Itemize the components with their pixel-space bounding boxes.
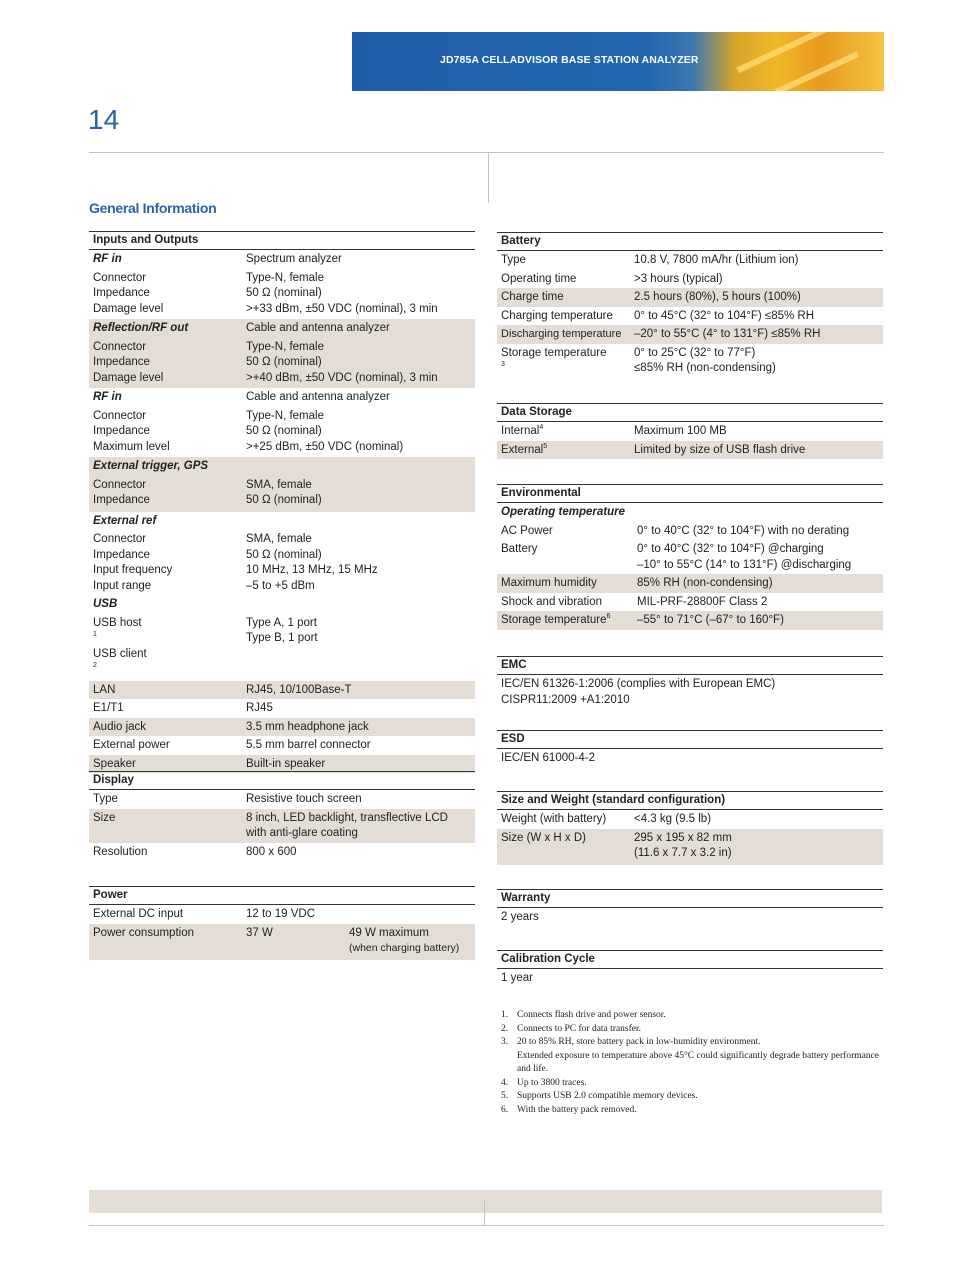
row-label: Connector (93, 533, 147, 545)
size-weight-table (497, 791, 883, 865)
row-value: 2 years (501, 911, 539, 923)
row-value: 49 W maximum (349, 926, 429, 939)
row-value: –10° to 55°C (14° to 131°F) @discharging (637, 558, 852, 571)
row-value: CISPR11:2009 +A1:2010 (501, 693, 630, 706)
banner-title: JD785A CELLADVISOR BASE STATION ANALYZER (440, 54, 699, 66)
row-value: (11.6 x 7.7 x 3.2 in) (634, 847, 732, 859)
table-title: Battery (497, 232, 883, 251)
row-value: >3 hours (typical) (634, 272, 723, 285)
data-storage-table (497, 403, 883, 459)
row-label: Impedance (93, 287, 150, 299)
row-value: 800 x 600 (246, 845, 297, 858)
row-value: 2.5 hours (80%), 5 hours (100%) (634, 291, 801, 303)
table-row (89, 530, 475, 595)
table-row (89, 736, 475, 755)
row-label: Connector (93, 478, 147, 491)
table-title: ESD (497, 730, 883, 749)
table-row (89, 269, 475, 320)
power-table (89, 886, 475, 960)
row-label: USB host (93, 616, 142, 629)
row-value: Resistive touch screen (246, 793, 362, 805)
row-label: Shock and vibration (501, 595, 603, 608)
footnote-text: Connects flash drive and power sensor. (517, 1010, 666, 1020)
table-row (497, 540, 883, 574)
row-value: 0° to 40°C (32° to 104°F) @charging (637, 543, 824, 555)
display-table (89, 771, 475, 861)
inputs-outputs-table (89, 231, 475, 773)
row-value: 50 Ω (nominal) (246, 287, 322, 299)
row-label: Storage temperature (501, 614, 607, 626)
row-label: Resolution (93, 845, 148, 858)
table-row (89, 718, 475, 737)
table-row (89, 924, 475, 960)
row-label: Connector (93, 271, 147, 284)
table-row (497, 325, 883, 344)
divider (89, 1225, 884, 1226)
row-value: MIL-PRF-28800F Class 2 (637, 595, 768, 608)
row-value: 10.8 V, 7800 mA/hr (Lithium ion) (634, 254, 799, 266)
group-value: Cable and antenna analyzer (246, 322, 390, 334)
row-label: Type (93, 793, 118, 805)
section-title: General Information (89, 200, 217, 216)
row-label: AC Power (501, 524, 553, 537)
row-value: 12 to 19 VDC (246, 908, 316, 920)
group-value: Cable and antenna analyzer (246, 391, 390, 403)
row-label: Operating time (501, 272, 577, 285)
footnote (501, 1023, 881, 1037)
table-row (89, 595, 475, 614)
row-value: Type-N, female (246, 409, 324, 422)
row-value: 50 Ω (nominal) (246, 425, 322, 437)
divider (484, 1200, 485, 1226)
table-title: Data Storage (497, 403, 883, 422)
row-value: 85% RH (non-condensing) (637, 577, 773, 589)
row-value: 1 year (501, 972, 533, 984)
row-value: >+25 dBm, ±50 VDC (nominal) (246, 440, 404, 453)
footnote-text: Up to 3800 traces. (517, 1077, 587, 1088)
table-row (497, 969, 883, 988)
footnote-ref: 1 (93, 631, 97, 639)
emc-table (497, 656, 883, 709)
row-value: Maximum 100 MB (634, 425, 727, 437)
table-title: Warranty (497, 889, 883, 908)
row-label: Damage level (93, 371, 164, 384)
footnote-ref: 2 (93, 662, 97, 670)
table-row (497, 810, 883, 829)
row-label: Input frequency (93, 564, 173, 576)
battery-table (497, 232, 883, 378)
row-value: Built-in speaker (246, 757, 326, 770)
row-label: Charging temperature (501, 309, 613, 322)
table-row (497, 611, 883, 630)
banner-streak (775, 51, 859, 91)
row-value: 50 Ω (nominal) (246, 494, 322, 506)
row-label: Maximum humidity (501, 577, 597, 589)
header-banner (352, 32, 884, 91)
footnote-ref: 4 (539, 424, 544, 432)
calibration-table (497, 950, 883, 988)
table-title: Environmental (497, 484, 883, 503)
divider (89, 152, 884, 153)
footnote-number: 4. (501, 1077, 509, 1088)
table-title: Size and Weight (standard configuration) (497, 791, 883, 810)
table-row (89, 681, 475, 700)
footnote (501, 1104, 881, 1118)
row-label: Size (93, 811, 116, 824)
table-row (89, 512, 475, 531)
table-row (497, 344, 883, 378)
table-title: Calibration Cycle (497, 950, 883, 969)
table-title: EMC (497, 656, 883, 675)
table-row (497, 270, 883, 289)
table-row (89, 388, 475, 407)
footer-bar (89, 1190, 882, 1213)
table-title: Power (89, 886, 475, 905)
table-row (89, 250, 475, 269)
row-value: 0° to 25°C (32° to 77°F) (634, 346, 756, 359)
row-value: 50 Ω (nominal) (246, 356, 322, 368)
row-value: 10 MHz, 13 MHz, 15 MHz (246, 564, 378, 576)
row-value: >+40 dBm, ±50 VDC (nominal), 3 min (246, 371, 438, 384)
row-note: (when charging battery) (349, 942, 460, 954)
footnote (501, 1036, 881, 1050)
row-label: Connector (93, 409, 147, 422)
row-label: Power consumption (93, 926, 194, 939)
row-value: Type A, 1 port (246, 616, 317, 629)
esd-table (497, 730, 883, 768)
table-row (89, 809, 475, 843)
footnotes (501, 1009, 881, 1117)
table-row (89, 476, 475, 512)
footnote-number (501, 1050, 517, 1077)
row-value: SMA, female (246, 533, 312, 545)
footnote-text: With the battery pack removed. (517, 1104, 637, 1115)
table-row (89, 614, 475, 681)
table-row (497, 829, 883, 865)
footnote-text: Connects to PC for data transfer. (517, 1023, 642, 1034)
row-value: Type-N, female (246, 340, 324, 353)
row-label: Impedance (93, 548, 150, 561)
row-value: Type-N, female (246, 271, 324, 284)
group-label: External ref (93, 514, 157, 527)
table-row (89, 843, 475, 862)
row-value: ≤85% RH (non-condensing) (634, 362, 776, 374)
table-row (497, 574, 883, 593)
row-value: 295 x 195 x 82 mm (634, 831, 732, 844)
row-value: with anti-glare coating (246, 827, 358, 839)
row-label: Impedance (93, 494, 150, 506)
row-label: USB client (93, 647, 147, 660)
footnote-number: 3. (501, 1037, 509, 1047)
footnote-number: 6. (501, 1104, 509, 1115)
table-row (89, 407, 475, 458)
table-row (89, 699, 475, 718)
row-value: IEC/EN 61326-1:2006 (complies with European EMC) (501, 678, 776, 690)
row-label: External (501, 443, 544, 456)
row-value: <4.3 kg (9.5 lb) (634, 813, 712, 825)
footnote (501, 1090, 881, 1104)
table-row (497, 251, 883, 270)
divider (488, 153, 489, 203)
table-row (497, 522, 883, 541)
footnote-ref: 5 (543, 442, 548, 450)
row-value: 50 Ω (nominal) (246, 548, 322, 561)
row-label: External power (93, 739, 170, 751)
row-label: Internal (501, 425, 540, 437)
row-value: IEC/EN 61000-4-2 (501, 752, 595, 764)
row-label: Battery (501, 543, 538, 555)
footnote-text: Supports USB 2.0 compatible memory devices. (517, 1091, 698, 1101)
row-label: Connector (93, 340, 147, 353)
table-row (497, 503, 883, 522)
table-row (497, 422, 883, 441)
table-row (497, 749, 883, 768)
row-value: 0° to 40°C (32° to 104°F) with no derating (637, 524, 850, 537)
row-label: Audio jack (93, 720, 147, 733)
table-row (497, 908, 883, 927)
row-label: Weight (with battery) (501, 813, 607, 825)
footnote (501, 1077, 881, 1091)
row-value: 3.5 mm headphone jack (246, 720, 369, 733)
row-value: Type B, 1 port (246, 632, 318, 644)
group-label: RF in (93, 253, 122, 265)
row-label: Maximum level (93, 440, 170, 453)
row-label: Speaker (93, 757, 136, 770)
row-value: 37 W (246, 926, 273, 939)
footnote-ref: 3 (501, 361, 505, 369)
row-label: External DC input (93, 908, 184, 920)
environmental-table (497, 484, 883, 630)
row-label: E1/T1 (93, 702, 124, 714)
table-row (497, 288, 883, 307)
footnote-number: 2. (501, 1023, 509, 1034)
group-label: External trigger, GPS (93, 460, 209, 472)
footnote-number: 1. (501, 1010, 509, 1020)
footnote-ref: 6 (606, 613, 611, 621)
table-row (89, 338, 475, 389)
group-value: Spectrum analyzer (246, 253, 342, 265)
footnote-text: Extended exposure to temperature above 45°C could significantly degrade battery performance and life. (517, 1050, 880, 1074)
row-label: Charge time (501, 291, 564, 303)
row-value: Limited by size of USB flash drive (634, 443, 806, 456)
row-label: Damage level (93, 302, 164, 315)
table-row (497, 441, 883, 460)
table-row (89, 905, 475, 924)
group-label: USB (93, 598, 118, 610)
group-label: Reflection/RF out (93, 322, 189, 334)
table-row (497, 675, 883, 709)
row-label: Storage temperature (501, 346, 607, 359)
row-value: RJ45, 10/100Base-T (246, 683, 352, 696)
footnote-number: 5. (501, 1091, 509, 1101)
row-value: SMA, female (246, 478, 312, 491)
group-label: RF in (93, 391, 122, 403)
table-row (89, 457, 475, 476)
row-label: Input range (93, 579, 152, 592)
row-value: –20° to 55°C (4° to 131°F) ≤85% RH (634, 328, 821, 340)
row-value: >+33 dBm, ±50 VDC (nominal), 3 min (246, 302, 438, 315)
table-row (89, 319, 475, 338)
row-value: 5.5 mm barrel connector (246, 739, 371, 751)
row-value: RJ45 (246, 702, 273, 714)
table-title: Display (89, 771, 475, 790)
warranty-table (497, 889, 883, 927)
row-label: LAN (93, 683, 116, 696)
row-value: 8 inch, LED backlight, transflective LCD (246, 811, 448, 824)
row-label: Size (W x H x D) (501, 831, 586, 844)
footnote-text: 20 to 85% RH, store battery pack in low-humidity environment. (517, 1037, 761, 1047)
table-row (497, 593, 883, 612)
row-label: Type (501, 254, 526, 266)
row-label: Impedance (93, 356, 150, 368)
row-value: –55° to 71°C (–67° to 160°F) (637, 614, 784, 626)
footnote (501, 1009, 881, 1023)
table-row (89, 790, 475, 809)
page-number: 14 (88, 104, 120, 135)
row-label: Discharging temperature (501, 328, 622, 340)
table-row (497, 307, 883, 326)
table-title: Inputs and Outputs (89, 231, 475, 250)
row-value: –5 to +5 dBm (246, 579, 315, 592)
footnote (501, 1050, 881, 1077)
row-label: Impedance (93, 425, 150, 437)
row-value: 0° to 45°C (32° to 104°F) ≤85% RH (634, 309, 815, 322)
group-label: Operating temperature (501, 506, 625, 518)
